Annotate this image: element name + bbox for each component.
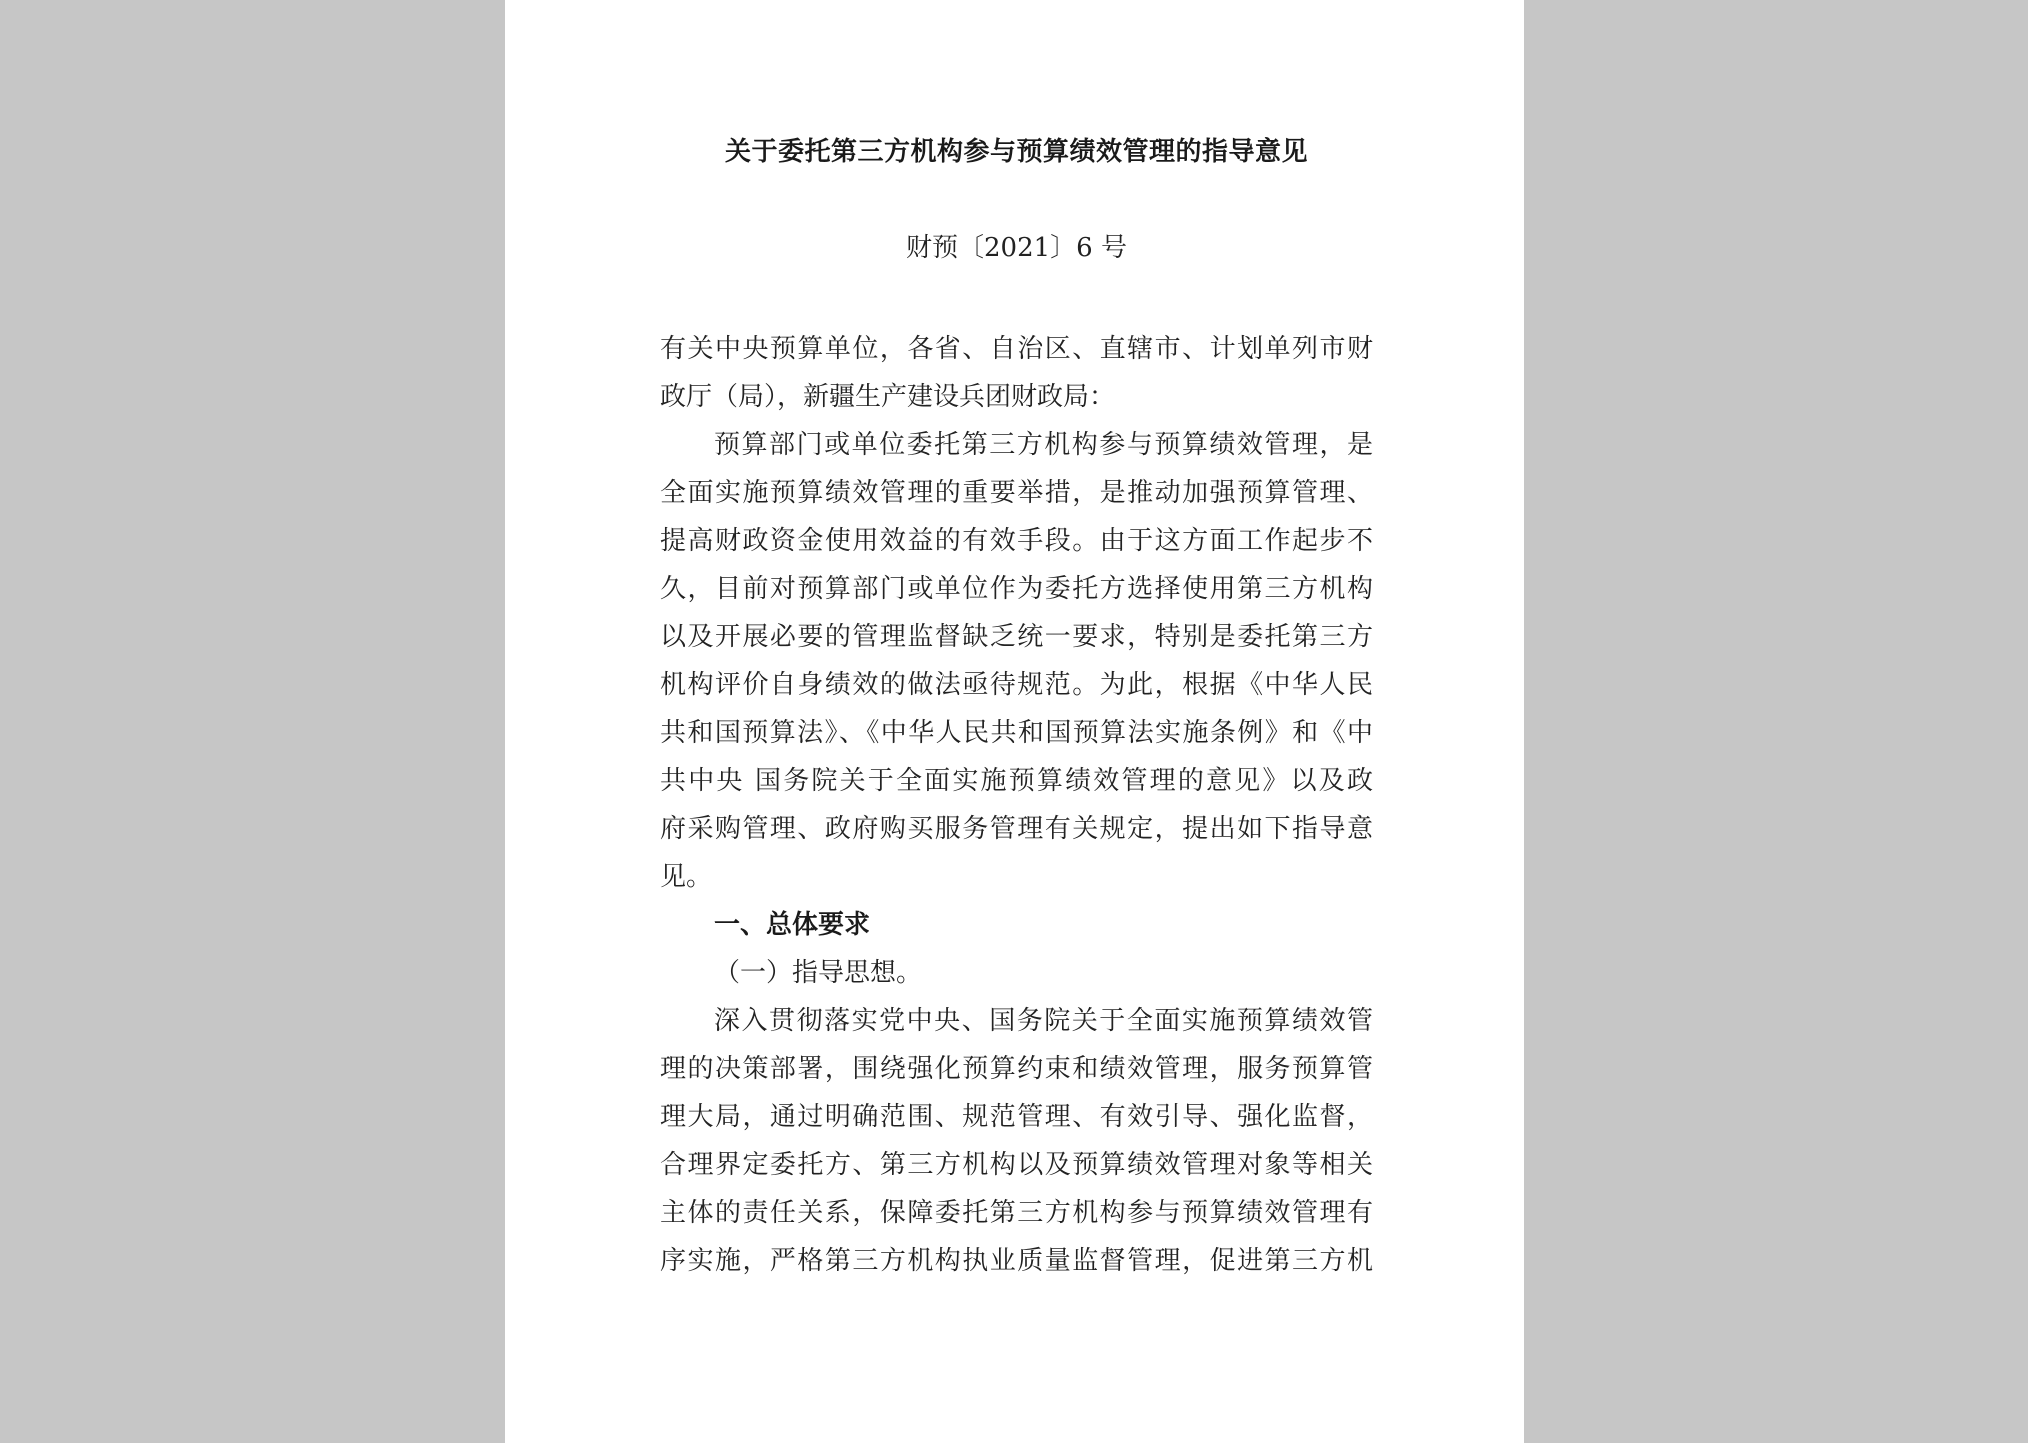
paragraph-line: 府采购管理、政府购买服务管理有关规定，提出如下指导意 — [660, 814, 1373, 844]
paragraph-line: 预算部门或单位委托第三方机构参与预算绩效管理，是 — [714, 430, 1373, 460]
document-page — [505, 0, 1524, 1443]
document-title: 关于委托第三方机构参与预算绩效管理的指导意见 — [724, 137, 1308, 167]
paragraph-line: 共中央 国务院关于全面实施预算绩效管理的意见》以及政 — [660, 766, 1373, 796]
paragraph-line: 共和国预算法》、《中华人民共和国预算法实施条例》和《中 — [660, 718, 1373, 748]
document-body — [660, 325, 1373, 1285]
paragraph-line: 以及开展必要的管理监督缺乏统一要求，特别是委托第三方 — [660, 622, 1373, 652]
paragraph-line: 主体的责任关系，保障委托第三方机构参与预算绩效管理有 — [660, 1198, 1373, 1228]
paragraph-line: 久，目前对预算部门或单位作为委托方选择使用第三方机构 — [660, 574, 1373, 604]
paragraph-line: 提高财政资金使用效益的有效手段。由于这方面工作起步不 — [660, 526, 1373, 556]
document-number: 财预〔2021〕6 号 — [906, 233, 1127, 263]
paragraph-line: 见。 — [660, 862, 713, 892]
paragraph-line: 理大局，通过明确范围、规范管理、有效引导、强化监督， — [660, 1102, 1373, 1132]
paragraph-line: 合理界定委托方、第三方机构以及预算绩效管理对象等相关 — [660, 1150, 1373, 1180]
subsection-heading: （一）指导思想。 — [714, 958, 923, 988]
section-heading: 一、总体要求 — [714, 910, 871, 940]
paragraph-line: 全面实施预算绩效管理的重要举措，是推动加强预算管理、 — [660, 478, 1373, 508]
paragraph-line: 机构评价自身绩效的做法亟待规范。为此，根据《中华人民 — [660, 670, 1373, 700]
salutation-line: 有关中央预算单位，各省、自治区、直辖市、计划单列市财 — [660, 334, 1373, 364]
salutation-line: 政厅（局），新疆生产建设兵团财政局： — [660, 382, 1116, 412]
paragraph-line: 理的决策部署，围绕强化预算约束和绩效管理，服务预算管 — [660, 1054, 1373, 1084]
paragraph-line: 序实施，严格第三方机构执业质量监督管理，促进第三方机 — [660, 1246, 1373, 1276]
paragraph-line: 深入贯彻落实党中央、国务院关于全面实施预算绩效管 — [714, 1006, 1373, 1036]
